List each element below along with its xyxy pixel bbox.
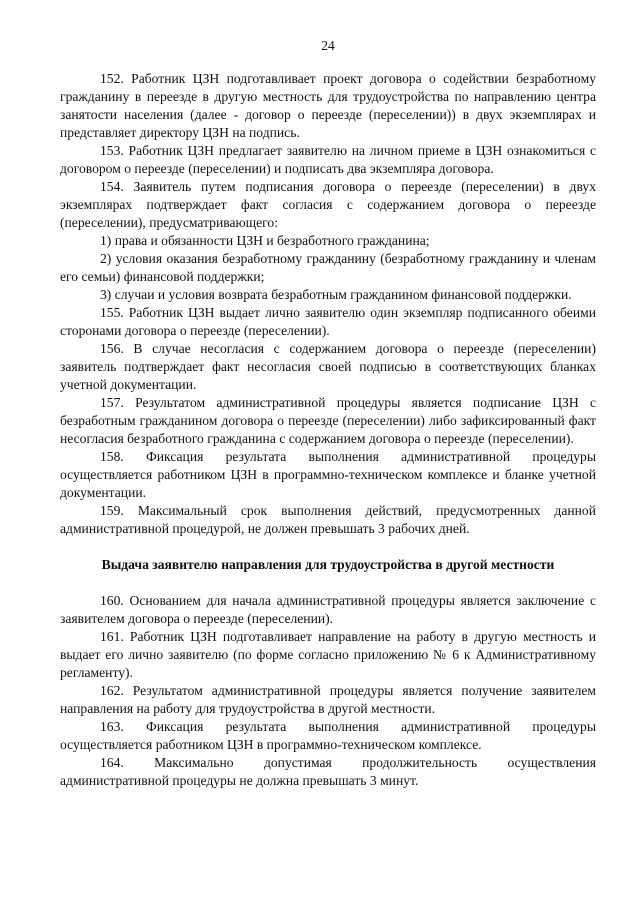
paragraph-152: 152. Работник ЦЗН подготавливает проект договора о содействии безработному гражданину в переезде в другую местность для трудоустройства по направлению центра занятости населения (далее - договор о переезде (переселении)) в двух экземплярах и представляет директору ЦЗН на подпись. bbox=[60, 71, 596, 140]
paragraphs-top bbox=[60, 70, 596, 538]
paragraph-158: 158. Фиксация результата выполнения административной процедуры осуществляется работником ЦЗН в программно-техническом комплексе и бланке учетной документации. bbox=[60, 449, 596, 500]
paragraph-153: 153. Работник ЦЗН предлагает заявителю на личном приеме в ЦЗН ознакомиться с договором о переезде (переселении) и подписать два экземпляра договора. bbox=[60, 143, 596, 176]
paragraphs-bottom bbox=[60, 592, 596, 790]
paragraph-163: 163. Фиксация результата выполнения административной процедуры осуществляется работником ЦЗН в программно-техническом комплексе. bbox=[60, 719, 596, 752]
paragraph-157: 157. Результатом административной процедуры является подписание ЦЗН с безработным гражданином договора о переезде (переселении) либо зафиксированный факт несогласия безработного гражданина с содержанием договора о переезде (переселении). bbox=[60, 395, 596, 446]
paragraph-156: 156. В случае несогласия с содержанием договора о переезде (переселении) заявитель подтверждает факт несогласия своей подписью в соответствующих бланках учетной документации. bbox=[60, 341, 596, 392]
paragraph-162: 162. Результатом административной процедуры является получение заявителем направления на работу для трудоустройства в другой местности. bbox=[60, 683, 596, 716]
list-item-2: 2) условия оказания безработному гражданину (безработному гражданину и членам его семьи) финансовой поддержки; bbox=[60, 251, 596, 284]
paragraph-160: 160. Основанием для начала административной процедуры является заключение с заявителем договора о переезде (переселении). bbox=[60, 593, 596, 626]
page-number: 24 bbox=[321, 38, 335, 53]
paragraph-159: 159. Максимальный срок выполнения действий, предусмотренных данной административной процедурой, не должен превышать 3 рабочих дней. bbox=[60, 503, 596, 536]
list-item-3: 3) случаи и условия возврата безработным гражданином финансовой поддержки. bbox=[100, 287, 572, 302]
paragraph-155: 155. Работник ЦЗН выдает лично заявителю один экземпляр подписанного обеими сторонами договора о переезде (переселении). bbox=[60, 305, 596, 338]
section-heading: Выдача заявителю направления для трудоустройства в другой местности bbox=[101, 557, 555, 572]
paragraph-154: 154. Заявитель путем подписания договора о переезде (переселении) в двух экземплярах подтверждает факт согласия с содержанием договора о переезде (переселении), предусматривающего: bbox=[60, 179, 596, 230]
paragraph-161: 161. Работник ЦЗН подготавливает направление на работу в другую местность и выдает его лично заявителю (по форме согласно приложению № 6 к Административному регламенту). bbox=[60, 629, 596, 680]
list-item-1: 1) права и обязанности ЦЗН и безработного гражданина; bbox=[100, 233, 430, 248]
paragraph-164: 164. Максимально допустимая продолжительность осуществления административной процедуры не должна превышать 3 минут. bbox=[60, 755, 596, 788]
